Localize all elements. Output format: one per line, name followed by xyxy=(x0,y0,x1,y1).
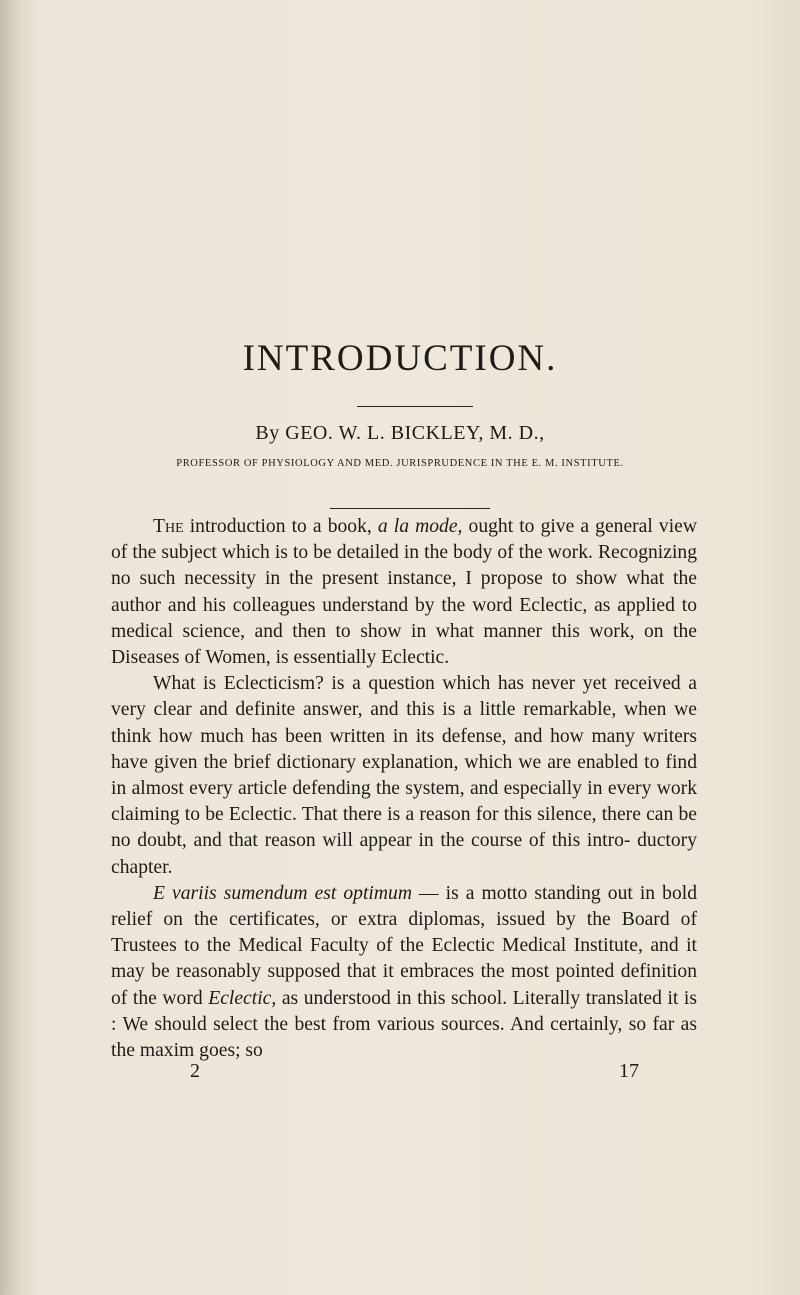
paragraph-1-part-b: ought to give a general view of the subject which is to be detailed in the body of the work. Recognizing no such necessity in the present instance, I propose to show what the author and his colleagues understand by the word Eclectic, as applied to medical science, and then to show in what manner this work, on the Diseases of Women, is essentially Eclectic. xyxy=(111,516,697,669)
paragraph-3-part-b: as understood in this school. Literally translated it is : We should select the best from various sources. And certainly, so far as the maxim goes; so xyxy=(111,987,697,1062)
paragraph-1-part-a: introduction to a book, xyxy=(183,516,378,537)
paragraph-2: What is Eclecticism? is a question which has never yet received a very clear and definite answer, and this is a little remarkable, when we think how much has been written in its defense, and how many writers have given the brief dictionary explanation, which we are enabled to find in almost every article defending the system, and especially in every work claiming to be Eclectic. That there is a reason for this silence, there can be no doubt, and that reason will appear in the course of this intro- ductory chapter. xyxy=(111,673,697,878)
rule-above-byline xyxy=(357,406,473,407)
paragraph-3-part-a: — is a motto standing out in bold relief on the certificates, or extra diplomas, issued by the Board of Trustees to the Medical Faculty of the Eclectic Medical Institute, and it may be reasonably supposed that it embraces the most pointed definition of the word xyxy=(111,882,697,1009)
paragraph-1-lead: The xyxy=(153,516,184,537)
paragraph-3-motto: E variis sumendum est optimum xyxy=(153,882,412,904)
paragraph-1 xyxy=(111,514,697,671)
body-text xyxy=(111,514,697,1064)
spine-shadow xyxy=(0,0,40,1295)
paragraph-1-italic: a la mode, xyxy=(377,516,463,537)
author-affiliation: PROFESSOR OF PHYSIOLOGY AND MED. JURISPRUDENCE IN THE E. M. INSTITUTE. xyxy=(176,458,624,469)
signature-mark: 2 xyxy=(190,1060,200,1082)
rule-below-affiliation xyxy=(330,508,490,509)
author-byline: By GEO. W. L. BICKLEY, M. D., xyxy=(255,422,545,444)
paragraph-3 xyxy=(111,881,697,1064)
page-number: 17 xyxy=(619,1060,639,1082)
chapter-title: INTRODUCTION. xyxy=(242,338,558,379)
paragraph-3-italic-word: Eclectic, xyxy=(208,987,277,1009)
